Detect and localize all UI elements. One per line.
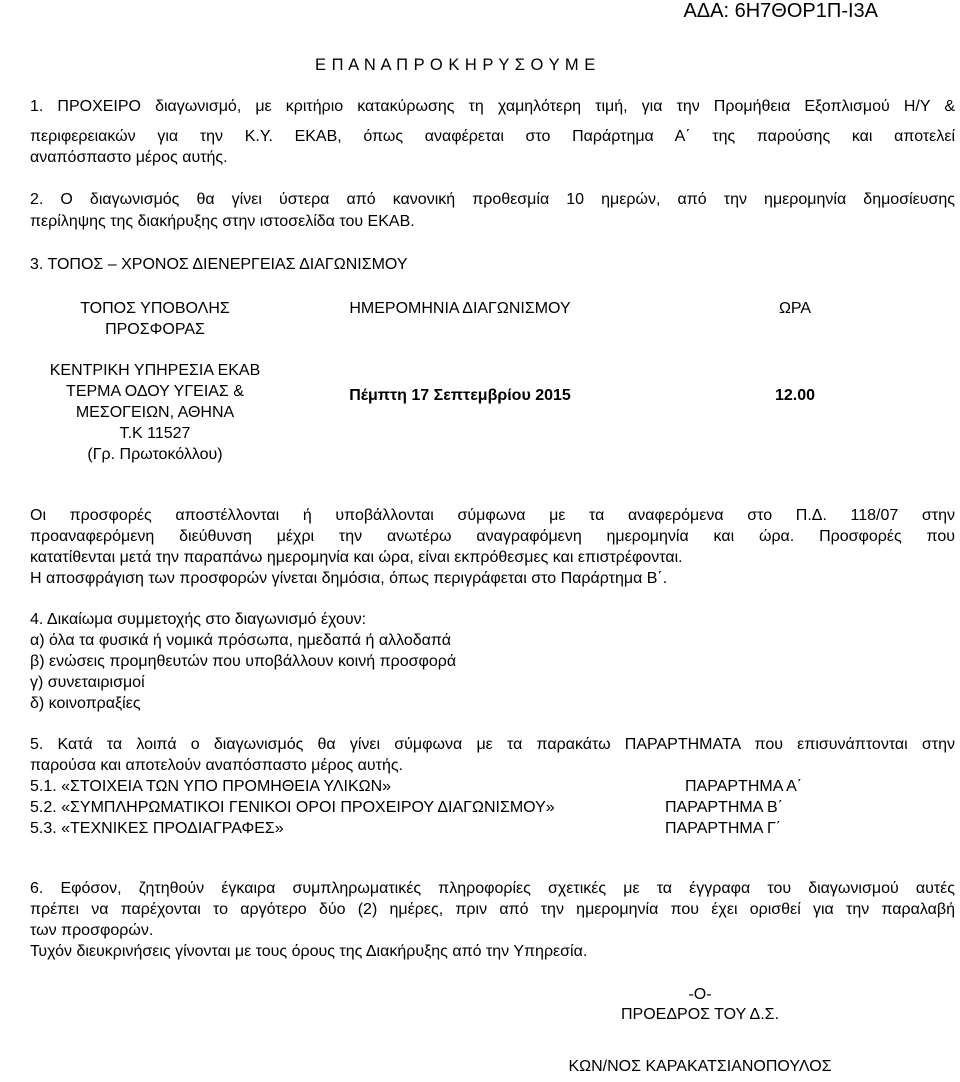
ada-code: ΑΔΑ: 6Η7ΘΟΡ1Π-Ι3Α <box>683 0 878 22</box>
offers-line2: προαναφερόμενη διεύθυνση μέχρι την ανωτέρω αναγραφόμενη ημερομηνία και ώρα. Προσφορές που <box>30 528 955 545</box>
signature-role: ΠΡΟΕΔΡΟΣ ΤΟΥ Δ.Σ. <box>620 1006 780 1023</box>
signature-mark: -Ο- <box>688 986 712 1003</box>
signature-name: ΚΩΝ/ΝΟΣ ΚΑΡΑΚΑΤΣΙΑΝΟΠΟΥΛΟΣ <box>568 1058 832 1075</box>
place-line: Τ.Κ 11527 <box>119 425 191 442</box>
place-line: ΚΕΝΤΡΙΚΗ ΥΠΗΡΕΣΙΑ ΕΚΑΒ <box>49 362 261 379</box>
offers-line1: Οι προσφορές αποστέλλονται ή υποβάλλονται σύμφωνα με τα αναφερόμενα στο Π.Δ. 118/07 στην <box>30 507 955 524</box>
place-line: ΤΕΡΜΑ ΟΔΟΥ ΥΓΕΙΑΣ & <box>66 383 244 400</box>
p2-line2: περίληψης της διακήρυξης στην ιστοσελίδα του ΕΚΑΒ. <box>30 213 415 230</box>
p5-line2: παρούσα και αποτελούν αναπόσπαστο μέρος αυτής. <box>30 757 404 774</box>
p1-line2: περιφερειακών για την Κ.Υ. ΕΚΑΒ, όπως αναφέρεται στο Παράρτημα Α΄ της παρούσης και αποτελεί <box>30 128 955 145</box>
offers-line4: Η αποσφράγιση των προσφορών γίνεται δημόσια, όπως περιγράφεται στο Παράρτημα Β΄. <box>30 570 668 587</box>
table-header-time: ΩΡΑ <box>778 300 812 317</box>
p1-line1: 1. ΠΡΟΧΕΙΡΟ διαγωνισμό, με κριτήριο κατακύρωσης τη χαμηλότερη τιμή, για την Προμήθεια Εξοπλισμού Η/Υ & <box>30 98 955 115</box>
table-date-value: Πέμπτη 17 Σεπτεμβρίου 2015 <box>349 387 571 404</box>
offers-line3: κατατίθενται μετά την παραπάνω ημερομηνία και ώρα, είναι εκπρόθεσμες και επιστρέφονται. <box>30 549 683 566</box>
annex-item-left: 5.3. «ΤΕΧΝΙΚΕΣ ΠΡΟΔΙΑΓΡΑΦΕΣ» <box>30 820 284 837</box>
place-line: ΜΕΣΟΓΕΙΩΝ, ΑΘΗΝΑ <box>75 404 235 421</box>
p1-line3: αναπόσπαστο μέρος αυτής. <box>30 149 228 166</box>
annex-item-left: 5.2. «ΣΥΜΠΛΗΡΩΜΑΤΙΚΟΙ ΓΕΝΙΚΟΙ ΟΡΟΙ ΠΡΟΧΕΙΡΟΥ ΔΙΑΓΩΝΙΣΜΟΥ» <box>30 799 555 816</box>
annex-item-right: ΠΑΡΑΡΤΗΜΑ Γ΄ <box>665 820 782 837</box>
document-title: Ε Π Α Ν Α Π Ρ Ο Κ Η Ρ Υ Σ Ο Υ Μ Ε <box>315 56 596 74</box>
p4-item: δ) κοινοπραξίες <box>30 695 141 712</box>
table-place-cell <box>30 360 280 465</box>
place-line: (Γρ. Πρωτοκόλλου) <box>87 446 223 463</box>
annex-item-right: ΠΑΡΑΡΤΗΜΑ Β΄ <box>665 799 783 816</box>
p6-line3: των προσφορών. <box>30 922 154 939</box>
p2-line1: 2. Ο διαγωνισμός θα γίνει ύστερα από κανονική προθεσμία 10 ημερών, από την ημερομηνία δημοσίευσης <box>30 191 955 208</box>
p4-heading: 4. Δικαίωμα συμμετοχής στο διαγωνισμό έχουν: <box>30 611 367 628</box>
p4-item: γ) συνεταιρισμοί <box>30 674 145 691</box>
table-header-date: ΗΜΕΡΟΜΗΝΙΑ ΔΙΑΓΩΝΙΣΜΟΥ <box>349 300 571 317</box>
p6-line1: 6. Εφόσον, ζητηθούν έγκαιρα συμπληρωματικές πληροφορίες σχετικές με τα έγγραφα του διαγωνισμού αυτές <box>30 880 955 897</box>
p6-line2: πρέπει να παρέχονται το αργότερο δύο (2) ημέρες, πριν από την ημερομηνία που έχει ορισθεί για την παραλαβή <box>30 901 955 918</box>
table-time-value: 12.00 <box>774 387 816 404</box>
p4-item: α) όλα τα φυσικά ή νομικά πρόσωπα, ημεδαπά ή αλλοδαπά <box>30 632 451 649</box>
p3-heading: 3. ΤΟΠΟΣ – ΧΡΟΝΟΣ ΔΙΕΝΕΡΓΕΙΑΣ ΔΙΑΓΩΝΙΣΜΟΥ <box>30 256 408 273</box>
table-header-place: ΤΟΠΟΣ ΥΠΟΒΟΛΗΣ ΠΡΟΣΦΟΡΑΣ <box>80 300 230 338</box>
p5-line1: 5. Κατά τα λοιπά ο διαγωνισμός θα γίνει σύμφωνα με τα παρακάτω ΠΑΡΑΡΤΗΜΑΤΑ που επισυνάπτονται στην <box>30 736 955 753</box>
p4-item: β) ενώσεις προμηθευτών που υποβάλλουν κοινή προσφορά <box>30 653 457 670</box>
annex-item-right: ΠΑΡΑΡΤΗΜΑ Α΄ <box>685 778 803 795</box>
p6-line4: Τυχόν διευκρινήσεις γίνονται με τους όρους της Διακήρυξης από την Υπηρεσία. <box>30 943 588 960</box>
annex-item-left: 5.1. «ΣΤΟΙΧΕΙΑ ΤΩΝ ΥΠΟ ΠΡΟΜΗΘΕΙΑ ΥΛΙΚΩΝ» <box>30 778 392 795</box>
